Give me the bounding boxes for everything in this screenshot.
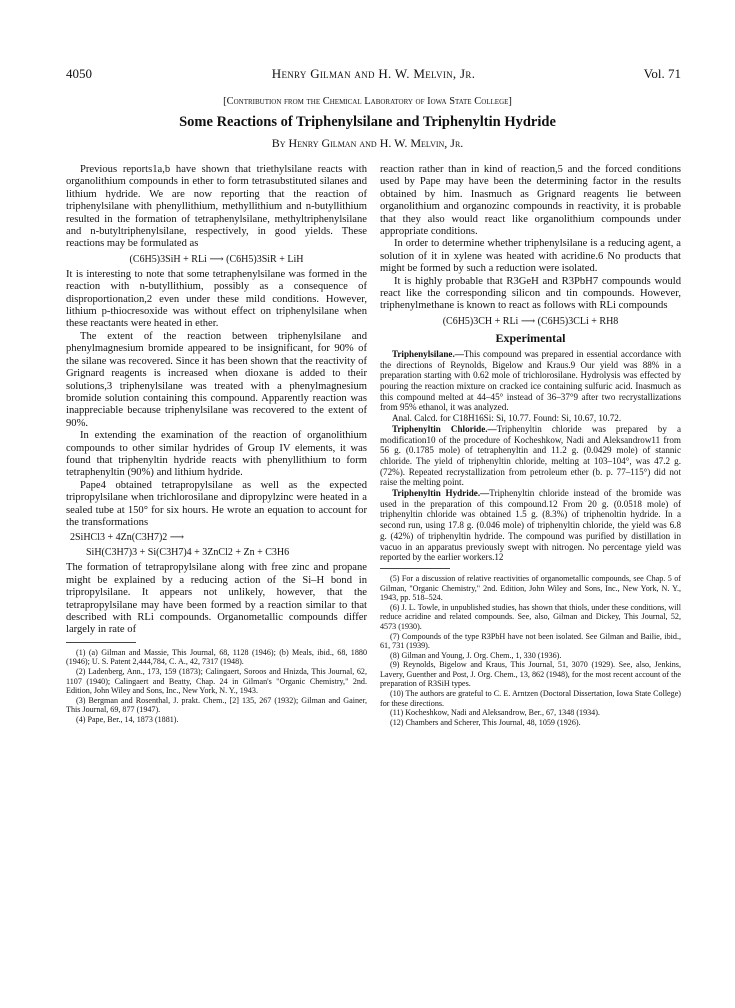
paragraph: It is interesting to note that some tetraphenylsilane was formed in the reaction with n-butyllithium, possibly as a consequence of disproportionation,2 even under these mild conditions. However, lithium p-thiocresoxide was without effect on triphenylsilane when these reactants were heated in ether.: [66, 268, 367, 330]
footnote: (2) Ladenberg, Ann., 173, 159 (1873); Calingaert, Soroos and Hnizda, This Journal, 62, 1107 (1940); Calingaert and Beatty, Chap. 24 in Gilman's "Organic Chemistry," 2nd. Edition, John Wiley and Sons, Inc., New York, N. Y., 1943.: [66, 667, 367, 696]
paragraph: In order to determine whether triphenylsilane is a reducing agent, a solution of it in xylene was heated with acridine.6 No products that might be formed by such a reduction were isolated.: [380, 238, 681, 275]
paragraph-text: Triphenyltin chloride was prepared by a modification10 of the procedure of Kocheshkow, Nadi and Aleksandrow11 from 56 g. (0.1785 mole) of tetraphenyltin and 11.2 g. (0.0429 mole) of stannic chloride. The yield of triphenyltin chloride, melting at 103–104°, was 47.2 g. (72%). Repeated recrystallization from petroleum ether (b. p. 77–115°) did not raise the melting point.: [380, 423, 681, 488]
experimental-paragraph: [380, 349, 681, 413]
equation: (C6H5)3SiH + RLi ⟶ (C6H5)3SiR + LiH: [129, 253, 304, 265]
footnote: (1) (a) Gilman and Massie, This Journal, 68, 1128 (1946); (b) Meals, ibid., 68, 1880 (1946); U. S. Patent 2,444,784, C. A., 42, 7317 (1948).: [66, 647, 367, 667]
paragraph: Previous reports1a,b have shown that triethylsilane reacts with organolithium compounds in ether to form tetrasubstituted silanes and lithium hydride. We are now reporting that the reaction of triphenylsilane with phenyllithium, methyllithium and n-butyllithium resulted in the formation of tetraphenylsilane, methyltriphenylsilane and n-butyltriphenylsilane, respectively, in good yields. These reactions may be formulated as: [66, 164, 367, 250]
paragraph: The formation of tetrapropylsilane along with free zinc and propane might be explained by a reducing action of the Si–H bond in tripropylsilane. It appears not unlikely, however, that the tetrapropylsilane may have been formed by a reaction similar to that described with RLi compounds. Organometallic compounds differ largely in rate of: [66, 562, 367, 636]
paragraph-text: Triphenyltin chloride instead of the bromide was used in the preparation of this compound.12 From 20 g. (0.0518 mole) of triphenyltin chloride was obtained 1.5 g. (8.3%) of triphenoltin hydride. In a second run, using 17.8 g. (0.046 mole) of triphenyltin chloride, the yield was 6.8 g. (42%) of triphenyltin hydride. The compound was purified by distillation in vacuo in an apparatus previously swept with nitrogen. No percentage yield was reported by the earlier workers.12: [380, 488, 682, 563]
footnote: (3) Bergman and Rosenthal, J. prakt. Chem., [2] 135, 267 (1932); Gilman and Gainer, This Journal, 69, 877 (1947).: [66, 695, 367, 715]
contribution-line: [Contribution from the Chemical Laboratory of Iowa State College]: [223, 96, 512, 107]
paragraph: reaction rather than in kind of reaction,5 and the forced conditions used by Pape may have been the determining factor in the results obtained by him. Inasmuch as Grignard reagents lie between organolithium and organozinc compounds in reactivity, it is probable that they also would react like organolithium compounds under appropriate conditions.: [380, 164, 681, 238]
running-title: Henry Gilman and H. W. Melvin, Jr.: [271, 66, 476, 81]
volume-label: Vol. 71: [643, 66, 681, 81]
author-byline: By Henry Gilman and H. W. Melvin, Jr.: [271, 136, 464, 150]
equation: 2SiHCl3 + 4Zn(C3H7)2 ⟶: [70, 532, 185, 544]
paragraph-text: This compound was prepared in essential accordance with the directions of Reynolds, Bigelow and Kraus.9 Our yield was 88% in a preparation starting with 0.62 mole of trichlorosilane. Hydrolysis was effected by pouring the reaction mixture on cracked ice containing sulfuric acid. Inasmuch as this compound melted at 44–45° instead of 36–37°9 after two recrystallizations from 95% ethanol, it was analyzed.: [380, 348, 681, 413]
footnote: (7) Compounds of the type R3PbH have not been isolated. See Gilman and Bailie, ibid., 61, 731 (1939).: [380, 631, 681, 651]
analysis-paragraph: Anal. Calcd. for C18H16Si: Si, 10.77. Found: Si, 10.67, 10.72.: [392, 413, 622, 424]
paragraph: In extending the examination of the reaction of organolithium compounds to other similar hydrides of Group IV elements, it was found that triphenyltin hydride reacts with phenyllithium to form tetraphenyltin (90%) and lithium hydride.: [66, 430, 367, 479]
footnote: (10) The authors are grateful to C. E. Arntzen (Doctoral Dissertation, Iowa State College) for these directions.: [380, 689, 681, 708]
experimental-paragraph: [380, 488, 681, 563]
paragraph: It is highly probable that R3GeH and R3PbH7 compounds would react like the corresponding silicon and tin compounds. However, triphenylmethane is known to react as follows with RLi compounds: [380, 275, 681, 312]
paragraph: The extent of the reaction between triphenylsilane and phenylmagnesium bromide appeared to be insignificant, for 90% of the silane was recovered. Since it has been shown that the reactivity of Grignard reagents is increased when dioxane is added to their solutions,3 triphenylsilane was treated with a phenylmagnesium bromide solution containing this compound. Apparently reaction was inappreciable because triphenylsilane was recovered to the extent of 90%.: [66, 330, 367, 429]
paragraph: Pape4 obtained tetrapropylsilane as well as the expected tripropylsilane when trichlorosilane and dipropylzinc were heated in a sealed tube at 150° for six hours. He wrote an equation to account for the transformations: [66, 479, 367, 528]
subsection-heading: Triphenyltin Chloride.—: [392, 423, 497, 434]
experimental-paragraph: [380, 424, 681, 488]
equation: SiH(C3H7)3 + Si(C3H7)4 + 3ZnCl2 + Zn + C3H6: [86, 547, 290, 559]
footnote: (9) Reynolds, Bigelow and Kraus, This Journal, 51, 3070 (1929). See, also, Jenkins, Lavery, Guenther and Post, J. Org. Chem., 13, 862 (1948), for the most recent account of the preparation of R3SiH types.: [380, 660, 681, 689]
footnote-divider: [66, 642, 136, 643]
right-column: [380, 164, 681, 727]
footnote: (11) Kocheshkow, Nadi and Aleksandrow, Ber., 67, 1348 (1934).: [390, 708, 600, 718]
footnote-divider: [380, 568, 450, 569]
page-number: 4050: [66, 66, 92, 81]
section-heading: Experimental: [495, 330, 566, 345]
article-title: Some Reactions of Triphenylsilane and Triphenyltin Hydride: [179, 114, 556, 130]
left-column: [66, 164, 367, 725]
footnote: (12) Chambers and Scherer, This Journal, 48, 1059 (1926).: [390, 717, 581, 727]
footnote: (5) For a discussion of relative reactivities of organometallic compounds, see Chap. 5 of Gilman, "Organic Chemistry," 2nd. Edition, John Wiley and Sons, Inc., New York, N. Y., 1943, pp. 518–524.: [380, 573, 681, 603]
subsection-heading: Triphenylsilane.—: [392, 348, 464, 359]
footnote: (6) J. L. Towle, in unpublished studies, has shown that thiols, under these conditions, will reduce acridine and related compounds. See, also, Gilman and Dickey, This Journal, 52, 4573 (1930).: [380, 602, 681, 631]
running-header: [66, 66, 681, 82]
equation: (C6H5)3CH + RLi ⟶ (C6H5)3CLi + RH8: [442, 315, 619, 327]
footnote: (4) Pape, Ber., 14, 1873 (1881).: [76, 714, 179, 724]
subsection-heading: Triphenyltin Hydride.—: [392, 488, 490, 499]
footnote: (8) Gilman and Young, J. Org. Chem., 1, 330 (1936).: [390, 650, 562, 660]
